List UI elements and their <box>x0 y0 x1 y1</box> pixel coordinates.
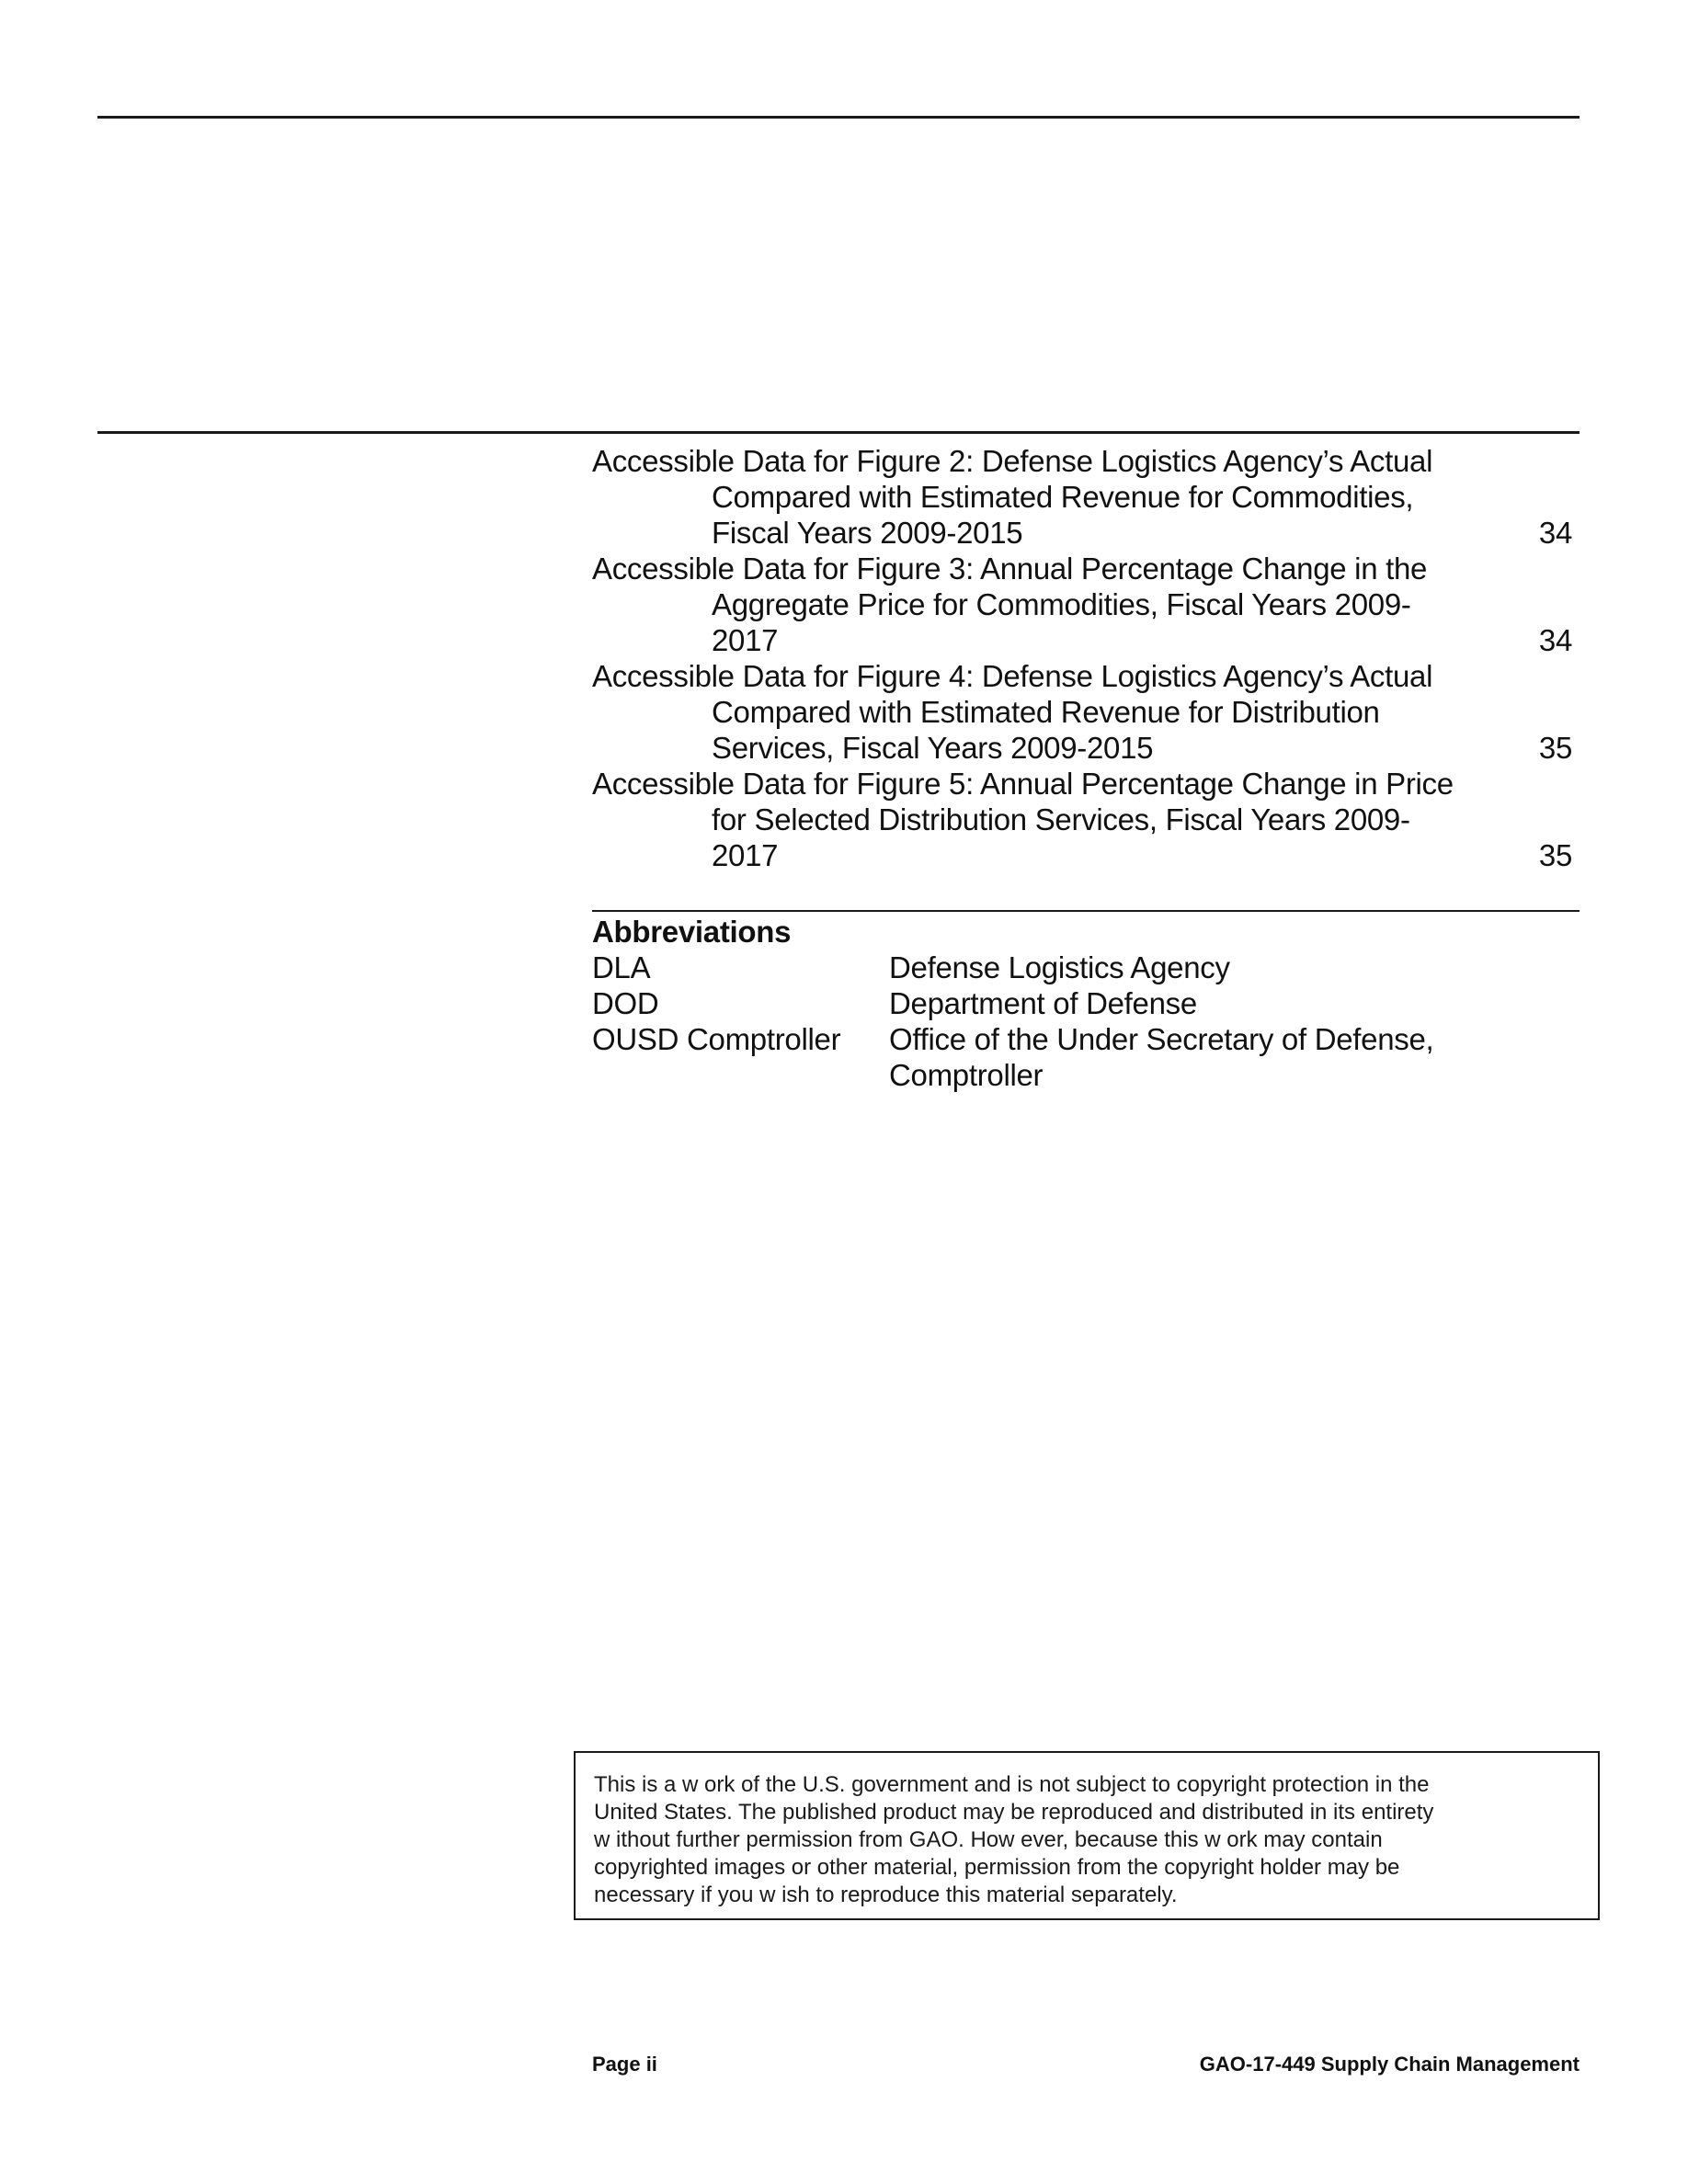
page-number: Page ii <box>592 2053 657 2076</box>
abbreviations-list <box>592 950 1580 1093</box>
copyright-line: United States. The published product may be reproduced and distributed in its entirety <box>594 1800 1434 1825</box>
copyright-notice <box>574 1751 1600 1920</box>
toc-entry-title-line: Accessible Data for Figure 5: Annual Percentage Change in Price <box>592 767 1454 801</box>
toc-entry-title-line: 2017 <box>712 838 779 872</box>
copyright-line: necessary if you w ish to reproduce this material separately. <box>594 1883 1178 1907</box>
toc-entry[interactable] <box>592 658 1580 766</box>
toc-page-number: 34 <box>1538 623 1572 657</box>
toc-entry-title-line: Compared with Estimated Revenue for Distribution <box>712 695 1380 729</box>
toc-entry-title-line: 2017 <box>712 623 779 657</box>
toc-page-number: 35 <box>1538 838 1572 872</box>
toc-entry-title-line: Accessible Data for Figure 2: Defense Logistics Agency’s Actual <box>592 444 1433 478</box>
abbreviation-term: OUSD Comptroller <box>592 1022 841 1056</box>
table-of-contents <box>592 443 1580 873</box>
abbreviation-definition-line: Defense Logistics Agency <box>889 950 1230 984</box>
toc-entry-title-line: Aggregate Price for Commodities, Fiscal Years 2009- <box>712 587 1411 621</box>
abbreviation-term: DLA <box>592 950 651 984</box>
abbreviation-definition <box>889 985 1580 1021</box>
abbreviation-definition-line: Department of Defense <box>889 986 1197 1020</box>
abbreviation-row <box>592 1021 1580 1093</box>
abbreviation-row <box>592 985 1580 1021</box>
toc-entry-title-line: Accessible Data for Figure 3: Annual Percentage Change in the <box>592 552 1428 586</box>
abbreviation-definition <box>889 1021 1580 1093</box>
toc-entry-title-line: for Selected Distribution Services, Fiscal Years 2009- <box>712 802 1410 836</box>
abbreviation-term: DOD <box>592 986 659 1020</box>
toc-entry-title-line: Fiscal Years 2009-2015 <box>712 516 1023 550</box>
abbreviations-heading: Abbreviations <box>592 915 792 949</box>
section-divider <box>97 431 1580 434</box>
toc-entry-title-line: Accessible Data for Figure 4: Defense Logistics Agency’s Actual <box>592 659 1433 693</box>
toc-entry-title-line: Services, Fiscal Years 2009-2015 <box>712 731 1154 765</box>
toc-entry[interactable] <box>592 766 1580 873</box>
copyright-line: copyrighted images or other material, permission from the copyright holder may be <box>594 1855 1400 1880</box>
toc-entry[interactable] <box>592 551 1580 658</box>
report-identifier: GAO-17-449 Supply Chain Management <box>1199 2053 1580 2076</box>
toc-entry[interactable] <box>592 443 1580 551</box>
toc-page-number: 34 <box>1538 516 1572 550</box>
copyright-line: This is a w ork of the U.S. government and is not subject to copyright protection in the <box>594 1772 1430 1797</box>
copyright-line: w ithout further permission from GAO. How ever, because this w ork may contain <box>594 1827 1383 1852</box>
toc-page-number: 35 <box>1538 731 1572 765</box>
abbreviation-definition-line: Office of the Under Secretary of Defense, <box>889 1022 1434 1056</box>
abbreviations-divider <box>592 910 1580 912</box>
abbreviation-row <box>592 950 1580 985</box>
toc-entry-title-line: Compared with Estimated Revenue for Commodities, <box>712 480 1414 514</box>
top-divider <box>97 116 1580 119</box>
abbreviation-definition <box>889 950 1580 985</box>
abbreviation-definition-line: Comptroller <box>889 1058 1044 1092</box>
